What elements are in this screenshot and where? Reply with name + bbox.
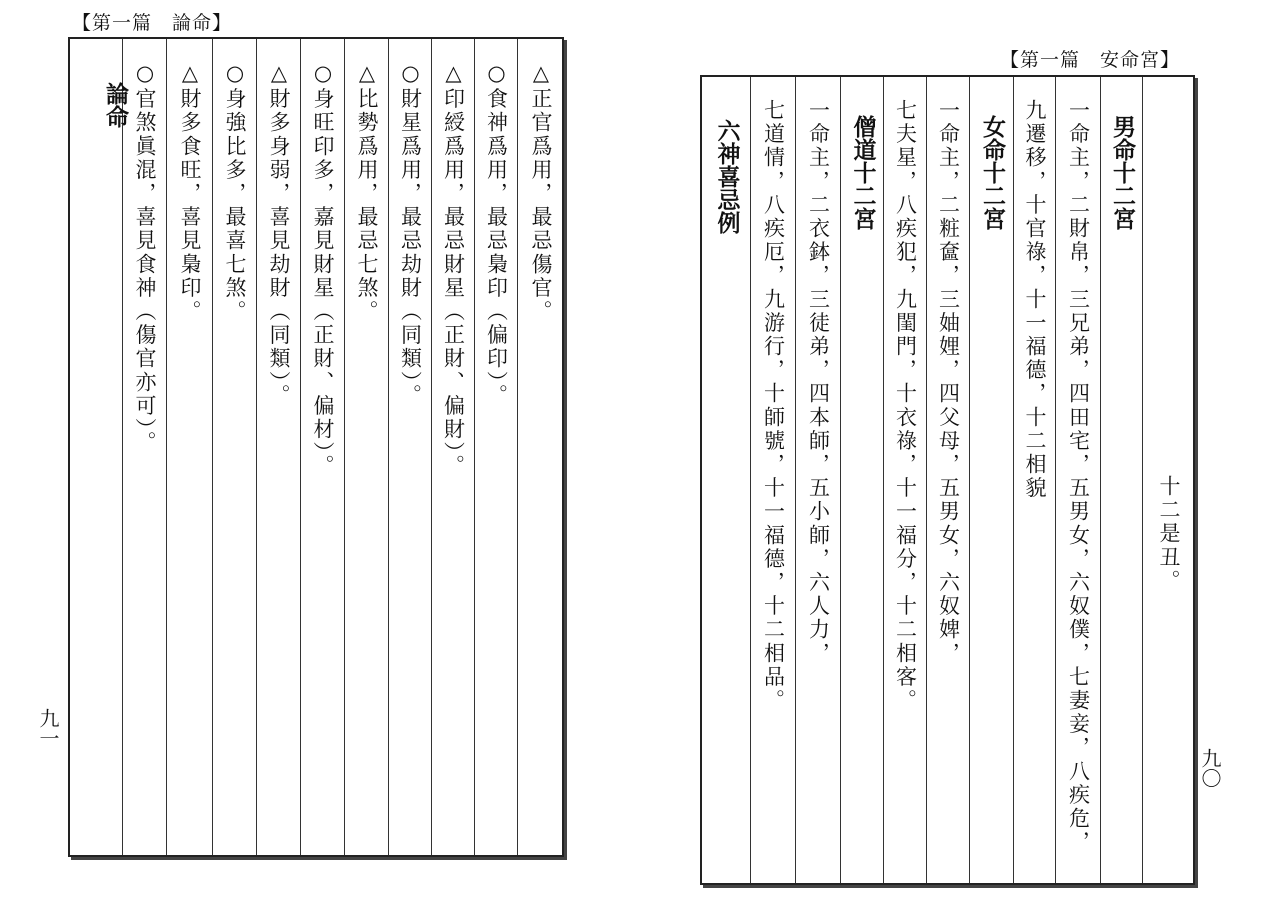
section-title: 僧道十二宮 [849,115,876,230]
text-column: 七道情，八疾厄，九游行，十師號，十一福德，十二相品。 [761,99,786,713]
text-column: 一命主，二粧奩，三妯娌，四父母，五男女，六奴婢， [936,99,961,666]
left-col-10 [122,39,166,855]
left-page-number: 九一 [36,708,60,748]
text-column: ○身強比多，最喜七煞。 [223,61,247,324]
text-column: 一命主，二財帛，三兄弟，四田宅，五男女，六奴僕，七妻妾，八疾危， [1066,99,1091,855]
right-col-0 [1142,77,1194,883]
right-col-female-1 [926,77,969,883]
text-column: △財多身弱，喜見劫財（同類）。 [267,61,291,408]
left-col-4 [388,39,431,855]
right-col-title-six [702,77,750,883]
right-col-title-monk [840,77,883,883]
right-col-male-1 [1055,77,1100,883]
left-col-5 [344,39,388,855]
left-page-header: 【第一篇 論命】 [72,12,233,34]
text-column: ○食神爲用，最忌梟印（偏印）。 [484,61,509,408]
left-col-1 [517,39,563,855]
section-title: 女命十二宮 [979,115,1005,230]
right-page-number: 九〇 [1198,748,1222,788]
section-title: 男命十二宮 [1109,115,1135,230]
right-col-title-male [1100,77,1142,883]
right-col-title-female [969,77,1013,883]
right-col-monk-1 [795,77,840,883]
left-col-8 [212,39,256,855]
text-column: 一命主，二衣鉢，三徒弟，四本師，五小師，六人力， [806,99,831,666]
right-col-female-2 [883,77,926,883]
text-column: 七夫星，八疾犯，九閨門，十衣祿，十一福分，十二相客。 [893,99,918,713]
right-col-male-2 [1013,77,1055,883]
text-column: △財多食旺，喜見梟印。 [178,61,202,324]
left-page-title: 論命 [102,82,128,128]
right-page-frame [700,75,1195,885]
text-column: △印綬爲用，最忌財星（正財、偏財）。 [441,61,466,479]
left-col-7 [256,39,300,855]
text-column: ○官煞眞混，喜見食神（傷官亦可）。 [133,61,157,455]
right-col-monk-2 [750,77,795,883]
text-column: 十二是丑。 [1157,475,1181,593]
text-column: 九遷移，十官祿，十一福德，十二相貌 [1023,99,1047,501]
left-page-frame [68,37,564,857]
right-page-header: 【第一篇 安命宮】 [1000,49,1181,71]
left-blank-col [70,39,122,855]
text-column: ○財星爲用，最忌劫財（同類）。 [398,61,423,408]
left-col-9 [166,39,212,855]
left-col-2 [474,39,517,855]
text-column: △正官爲用，最忌傷官。 [529,61,553,324]
left-col-6 [300,39,344,855]
text-column: △比勢爲用，最忌七煞。 [355,61,379,324]
text-column: ○身旺印多，嘉見財星（正財、偏材）。 [311,61,335,479]
section-title: 六神喜忌例 [713,119,740,234]
left-col-3 [431,39,474,855]
